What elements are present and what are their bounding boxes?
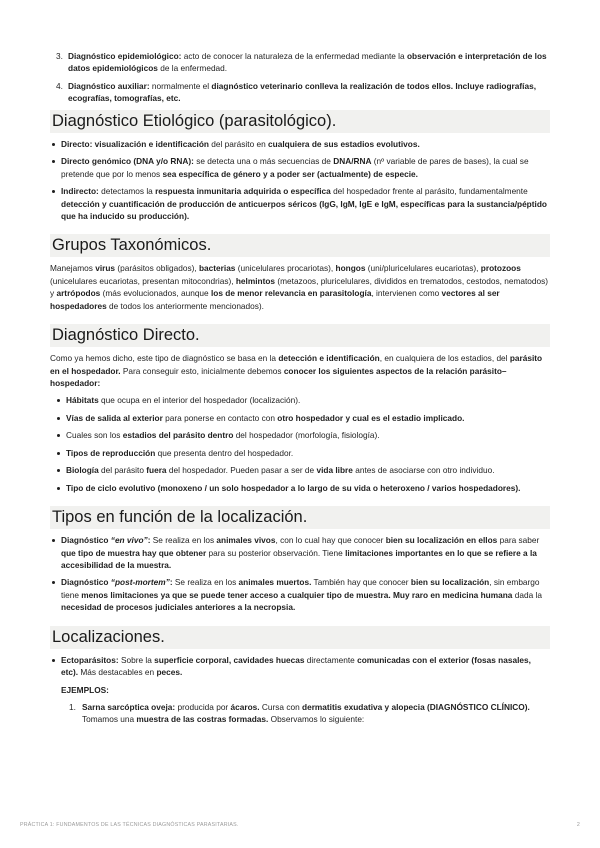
document-page	[50, 50, 550, 738]
bullet-item: Directo genómico (DNA y/o RNA): se detecta una o más secuencias de DNA/RNA (nº variable de pares de bases), la cual se pretende que por lo menos sea específica de género y a poder ser (actualmente) de especie.	[50, 155, 550, 180]
bullet-item: Hábitats que ocupa en el interior del hospedador (localización).	[55, 394, 550, 406]
page-number: 2	[576, 822, 580, 828]
section-heading: Tipos en función de la localización.	[50, 506, 550, 529]
list-text: Diagnóstico epidemiológico: acto de conocer la naturaleza de la enfermedad mediante la observación e interpretación de los datos epidemiológicos de la enfermedad.	[68, 51, 547, 74]
bullet-list	[50, 654, 550, 679]
list-number: 1.	[69, 702, 76, 712]
list-text: Sarna sarcóptica oveja: producida por ácaros. Cursa con dermatitis exudativa y alopecia (DIAGNÓSTICO CLÍNICO). Tomamos una muestra de las costras formadas. Observamos lo siguiente:	[82, 702, 530, 725]
section-paragraph: Como ya hemos dicho, este tipo de diagnóstico se basa en la detección e identificación, en cualquiera de los estadios, del parásito en el hospedador. Para conseguir esto, inicialmente debemos conocer los siguientes aspectos de la relación parásito–hospedador:	[50, 353, 543, 388]
bullet-item: Cuales son los estadios del parásito dentro del hospedador (morfología, fisiología).	[55, 429, 550, 441]
diagnosis-type-item	[56, 80, 550, 105]
bullet-item: Ectoparásitos: Sobre la superficie corporal, cavidades huecas directamente comunicadas con el exterior (fosas nasales, etc). Más destacables en peces.	[50, 654, 550, 679]
section	[50, 110, 550, 223]
section-heading: Diagnóstico Directo.	[50, 324, 550, 347]
bullet-item: Tipo de ciclo evolutivo (monoxeno / un solo hospedador a lo largo de su vida o heteroxeno / varios hospedadores).	[55, 482, 550, 494]
bullet-item: Tipos de reproducción que presenta dentro del hospedador.	[55, 447, 550, 459]
examples-label: EJEMPLOS:	[61, 684, 109, 695]
section	[50, 234, 550, 312]
section	[50, 506, 550, 614]
bullet-list	[50, 534, 550, 614]
bullet-item: Biología del parásito fuera del hospedador. Pueden pasar a ser de vida libre antes de asociarse con otro individuo.	[55, 464, 550, 476]
section-heading: Localizaciones.	[50, 626, 550, 649]
list-text: Diagnóstico auxiliar: normalmente el diagnóstico veterinario conlleva la realización de todos ellos. Incluye radiografías, ecografías, tomografías, etc.	[68, 80, 537, 104]
section	[50, 626, 550, 726]
bullet-item: Indirecto: detectamos la respuesta inmunitaria adquirida o específica del hospedador frente al parásito, fundamentalmente detección y cuantificación de producción de anticuerpos séricos (IgG, IgM, IgE e IgM, específicas para la sustancia/péptido que ha inducido su producción).	[50, 185, 550, 222]
example-item	[69, 701, 550, 726]
bullet-item: Diagnóstico “en vivo”: Se realiza en los animales vivos, con lo cual hay que conocer bien su localización en ellos para saber que tipo de muestra hay que obtener para su posterior observación. Tiene limitaciones importantes en lo que se refiere a la accesibilidad de la muestra.	[50, 534, 550, 571]
document-sections	[50, 110, 550, 726]
bullet-list	[50, 394, 550, 494]
section-paragraph: Manejamos virus (parásitos obligados), bacterias (unicelulares procariotas), hongos (uni/pluricelulares eucariotas), protozoos (unicelulares eucariotas, presentan mitocondrias), helmintos (metazoos, pluricelulares, divididos en trematodos, cestodos, nematodos) y artrópodos (más evolucionados, aunque los de menor relevancia en parasitología, intervienen como vectores al ser hospedadores de todos los anteriormente mencionados).	[50, 263, 549, 311]
bullet-item: Diagnóstico “post-mortem”: Se realiza en los animales muertos. También hay que conocer bien su localización, sin embargo tiene menos limitaciones ya que se puede tener acceso a cualquier tipo de muestra. Muy raro en medicina humana dada la necesidad de procesos judiciales anteriores a la necropsia.	[50, 576, 550, 613]
bullet-item: Vías de salida al exterior para ponerse en contacto con otro hospedador y cual es el estadio implicado.	[55, 412, 550, 424]
diagnosis-types-list	[56, 50, 550, 105]
list-number: 4.	[56, 80, 63, 91]
section-heading: Grupos Taxonómicos.	[50, 234, 550, 257]
section-heading: Diagnóstico Etiológico (parasitológico).	[50, 110, 550, 133]
examples-list	[69, 701, 550, 726]
bullet-list	[50, 138, 550, 223]
diagnosis-type-item	[56, 50, 550, 75]
page-footer	[20, 822, 580, 830]
list-number: 3.	[56, 51, 63, 61]
section	[50, 324, 550, 494]
footer-title: PRÁCTICA 1: FUNDAMENTOS DE LAS TÉCNICAS DIAGNÓSTICAS PARASITARIAS.	[20, 822, 239, 828]
bullet-item: Directo: visualización e identificación del parásito en cualquiera de sus estadios evolutivos.	[50, 138, 550, 150]
